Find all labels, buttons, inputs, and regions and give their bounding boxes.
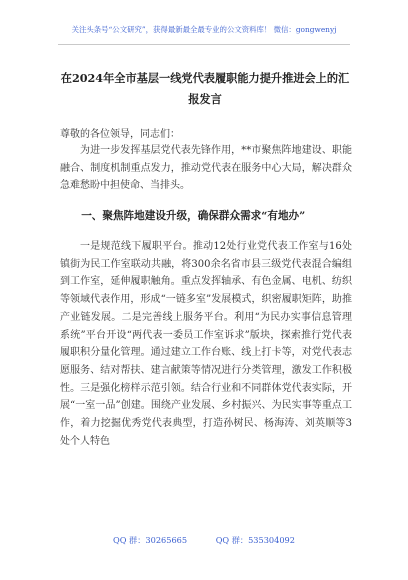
section-heading: 一、聚焦阵地建设升级，确保群众需求“有地办” [81, 210, 306, 222]
footer-contacts [0, 535, 408, 546]
qq-group-2: QQ 群：535304092 [215, 535, 295, 545]
qq-group-1: QQ 群：30265665 [113, 535, 188, 545]
header-divider [58, 44, 350, 45]
salutation: 尊敬的各位领导，同志们： [60, 129, 180, 140]
header-notice: 关注头条号“公文研究”，获得最新最全最专业的公文资料库！ 微信：gongwenyj [71, 25, 337, 34]
document-title: 在2024年全市基层一线党代表履职能力提升推进会上的汇报发言 [60, 71, 350, 106]
intro-paragraph: 为进一步发挥基层党代表先锋作用，**市聚焦阵地建设、职能融合、制度机制重点发力，推动党代表在服务中心大局，解决群众急难愁盼中担使命、当排头。 [60, 145, 352, 192]
section-body-paragraph: 一是规范线下履职平台。推动12处行业党代表工作室与16处镇街为民工作室联动共融，将300余名省市县三级党代表混合编组到工作室，延伸履职触角。重点发挥轴承、有色金属、电机、纺织等领域代表作用，形成“一链多室”发展模式，织密履职矩阵，助推产业链发展。二是完善线上服务平台。利用“为民办实事信息管理系统”平台开设“两代表一委员工作室诉求”版块，探索推行党代表履职积分量化管理。通过建立工作台账、线上打卡等，对党代表志愿服务、结对帮扶、建言献策等情况进行分类管理，激发工作积极性。三是强化榜样示范引领。结合行业和不同群体党代表实际，开展“一室一品”创建。围绕产业发展、乡村振兴、为民实事等重点工作，着力挖掘优秀党代表典型，打造孙树民、杨海涛、刘英顺等3处个人特色 [60, 241, 352, 447]
